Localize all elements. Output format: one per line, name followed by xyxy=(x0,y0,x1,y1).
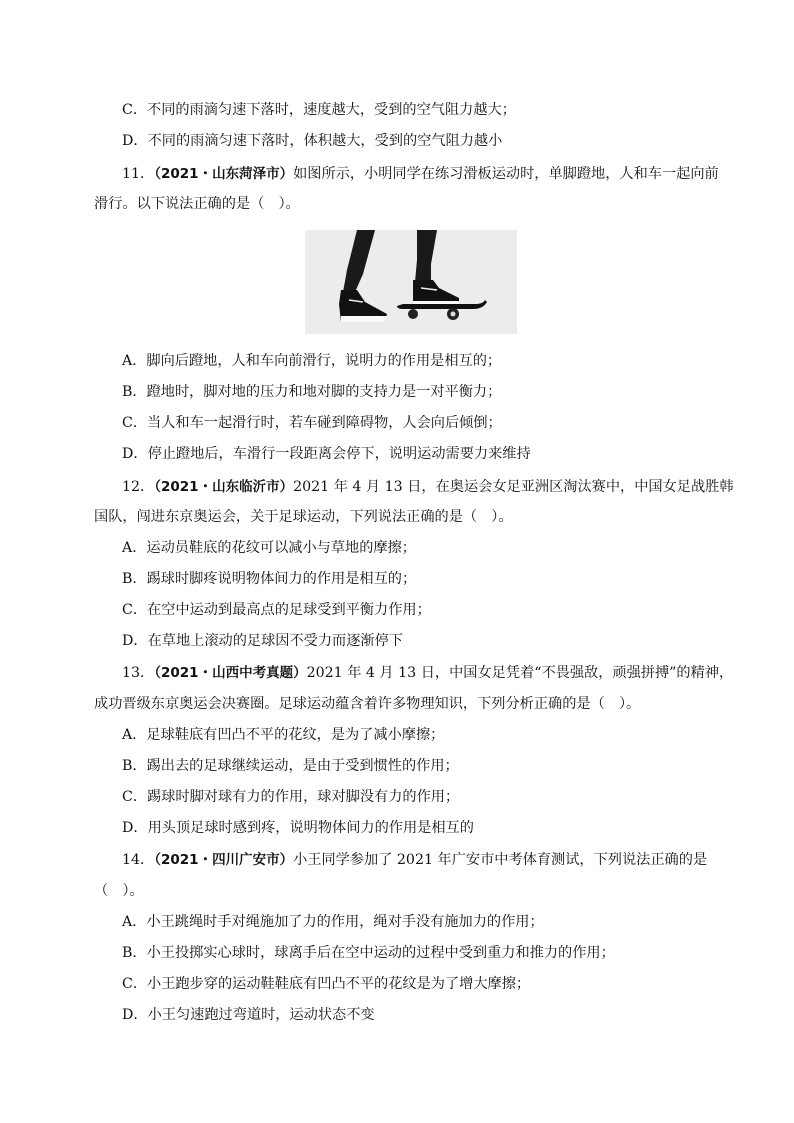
question-12-stem xyxy=(122,477,742,497)
question-source: （2021・山西中考真题） xyxy=(154,665,307,681)
option-text: D．不同的雨滴匀速下落时，体积越大，受到的空气阻力越小 xyxy=(122,133,503,149)
option-text: A．运动员鞋底的花纹可以减小与草地的摩擦； xyxy=(122,540,416,556)
question-number: 14． xyxy=(122,852,155,868)
option-text: B．踢球时脚疼说明物体间力的作用是相互的； xyxy=(122,571,417,587)
option-text: B．蹬地时，脚对地的压力和地对脚的支持力是一对平衡力； xyxy=(122,384,502,400)
option-text: C．当人和车一起滑行时，若车碰到障碍物，人会向后倾倒； xyxy=(122,415,502,431)
option-text: C．不同的雨滴匀速下落时，速度越大，受到的空气阻力越大； xyxy=(122,102,516,118)
option-text: D．在草地上滚动的足球因不受力而逐渐停下 xyxy=(122,633,403,649)
question-14-stem-cont: （ ）。 xyxy=(94,883,144,899)
question-source: （2021・山东临沂市） xyxy=(154,479,294,495)
question-11-stem-cont: 滑行。以下说法正确的是（ ）。 xyxy=(94,196,300,212)
option-text: C．在空中运动到最高点的足球受到平衡力作用； xyxy=(122,602,431,618)
question-source: （2021・四川广安市） xyxy=(154,852,294,868)
question-stem-text: 2021 年 4 月 13 日，中国女足凭着“不畏强敌，顽强拼搏”的精神， xyxy=(306,665,734,681)
question-number: 12． xyxy=(122,479,155,495)
option-text: B．小王投掷实心球时，球离手后在空中运动的过程中受到重力和推力的作用； xyxy=(122,945,615,961)
question-stem-text: 如图所示，小明同学在练习滑板运动时，单脚蹬地，人和车一起向前 xyxy=(293,166,719,182)
option-text: B．踢出去的足球继续运动，是由于受到惯性的作用； xyxy=(122,758,459,774)
option-text: D．停止蹬地后，车滑行一段距离会停下，说明运动需要力来维持 xyxy=(122,446,531,462)
option-text: A．脚向后蹬地，人和车向前滑行，说明力的作用是相互的； xyxy=(122,353,502,369)
skateboard-illustration xyxy=(305,230,517,334)
question-stem-text: 小王同学参加了 2021 年广安市中考体育测试，下列说法正确的是 xyxy=(293,852,708,868)
option-text: C．小王跑步穿的运动鞋鞋底有凹凸不平的花纹是为了增大摩擦； xyxy=(122,976,531,992)
question-number: 11． xyxy=(122,166,155,182)
question-12-stem-cont: 国队，闯进东京奥运会，关于足球运动，下列说法正确的是（ ）。 xyxy=(94,509,513,525)
question-source: （2021・山东菏泽市） xyxy=(154,166,294,182)
question-13-stem-cont: 成功晋级东京奥运会决赛圈。足球运动蕴含着许多物理知识，下列分析正确的是（ ）。 xyxy=(94,696,641,712)
question-stem-text: 2021 年 4 月 13 日，在奥运会女足亚洲区淘汰赛中，中国女足战胜韩 xyxy=(293,479,734,495)
question-number: 13． xyxy=(122,665,155,681)
question-11-stem xyxy=(122,164,742,184)
option-text: C．踢球时脚对球有力的作用，球对脚没有力的作用； xyxy=(122,789,460,805)
option-text: A．足球鞋底有凹凸不平的花纹，是为了减小摩擦； xyxy=(122,727,445,743)
question-14-stem xyxy=(122,850,742,870)
option-text: D．用头顶足球时感到疼，说明物体间力的作用是相互的 xyxy=(122,820,474,836)
option-text: A．小王跳绳时手对绳施加了力的作用，绳对手没有施加力的作用； xyxy=(122,914,544,930)
option-text: D．小王匀速跑过弯道时，运动状态不变 xyxy=(122,1007,375,1023)
skateboard-figure xyxy=(305,230,517,334)
question-13-stem xyxy=(122,663,742,683)
